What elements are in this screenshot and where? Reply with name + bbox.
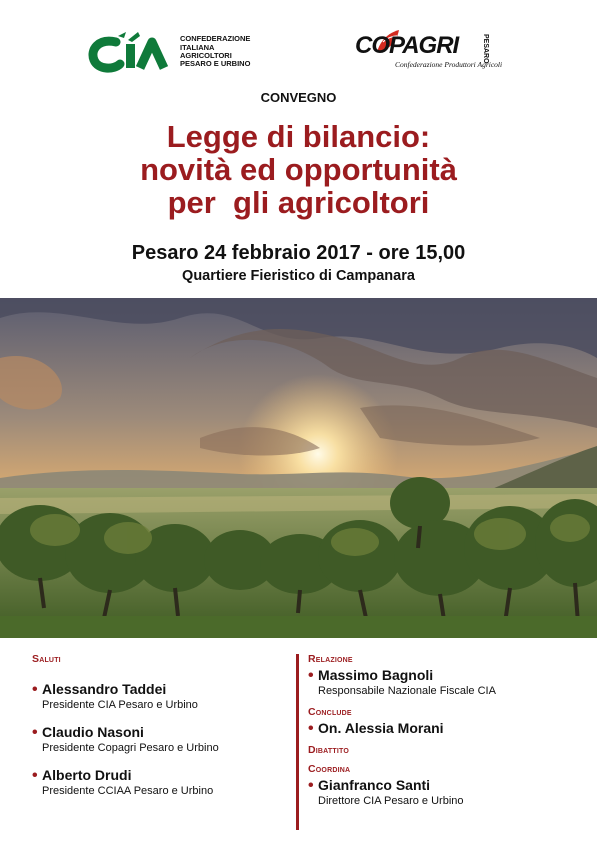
event-venue: Quartiere Fieristico di Campanara — [182, 268, 415, 284]
copagri-side-label: PESARO — [482, 34, 489, 64]
bullet-icon: • — [308, 667, 319, 684]
section-coordina: Coordina — [308, 763, 351, 775]
speaker-name: Massimo Bagnoli — [318, 667, 434, 683]
section-saluti: Saluti — [32, 653, 61, 665]
bullet-icon: • — [32, 767, 43, 784]
title-line: Legge di bilancio: — [166, 119, 431, 154]
section-dibattito: Dibattito — [308, 744, 350, 756]
speaker-role: Presidente CIA Pesaro e Urbino — [42, 699, 198, 711]
speaker-name: Alberto Drudi — [42, 767, 132, 783]
cia-logo-mark — [88, 30, 174, 74]
event-title — [0, 120, 597, 219]
cia-line: PESARO E URBINO — [180, 59, 251, 69]
speaker-name: Gianfranco Santi — [318, 777, 431, 793]
program-right — [308, 653, 578, 807]
speaker-role: Responsabile Nazionale Fiscale CIA — [318, 685, 496, 697]
copagri-wordmark: COPAGRI — [355, 32, 459, 59]
section-conclude: Conclude — [308, 706, 352, 718]
cia-line: ITALIANA — [180, 42, 215, 52]
speaker-role: Presidente Copagri Pesaro e Urbino — [42, 742, 219, 754]
bullet-icon: • — [308, 777, 319, 794]
section-relazione: Relazione — [308, 653, 353, 665]
speaker-entry — [32, 724, 292, 754]
copagri-logo — [355, 30, 503, 72]
bullet-icon: • — [32, 681, 43, 698]
landscape-photo — [0, 298, 597, 638]
cia-logo — [88, 30, 250, 74]
cia-logo-text — [180, 35, 250, 69]
column-divider — [296, 654, 299, 830]
event-kicker: CONVEGNO — [260, 90, 337, 105]
speaker-role: Presidente CCIAA Pesaro e Urbino — [42, 785, 214, 797]
title-line: novità ed opportunità — [140, 152, 457, 187]
event-datetime: Pesaro 24 febbraio 2017 - ore 15,00 — [131, 242, 466, 264]
cia-line: AGRICOLTORI — [180, 51, 232, 60]
speaker-entry — [32, 681, 292, 711]
speaker-name: On. Alessia Morani — [318, 720, 444, 736]
speaker-role: Direttore CIA Pesaro e Urbino — [318, 795, 464, 807]
speaker-entry — [32, 767, 292, 797]
speaker-name: Claudio Nasoni — [42, 724, 144, 740]
bullet-icon: • — [308, 720, 319, 737]
cia-line: CONFEDERAZIONE — [180, 34, 251, 44]
title-line: per gli agricoltori — [167, 185, 430, 220]
copagri-tagline: Confederazione Produttori Agricoli — [395, 60, 503, 69]
program-left — [32, 653, 292, 797]
bullet-icon: • — [32, 724, 43, 741]
speaker-name: Alessandro Taddei — [42, 681, 167, 697]
